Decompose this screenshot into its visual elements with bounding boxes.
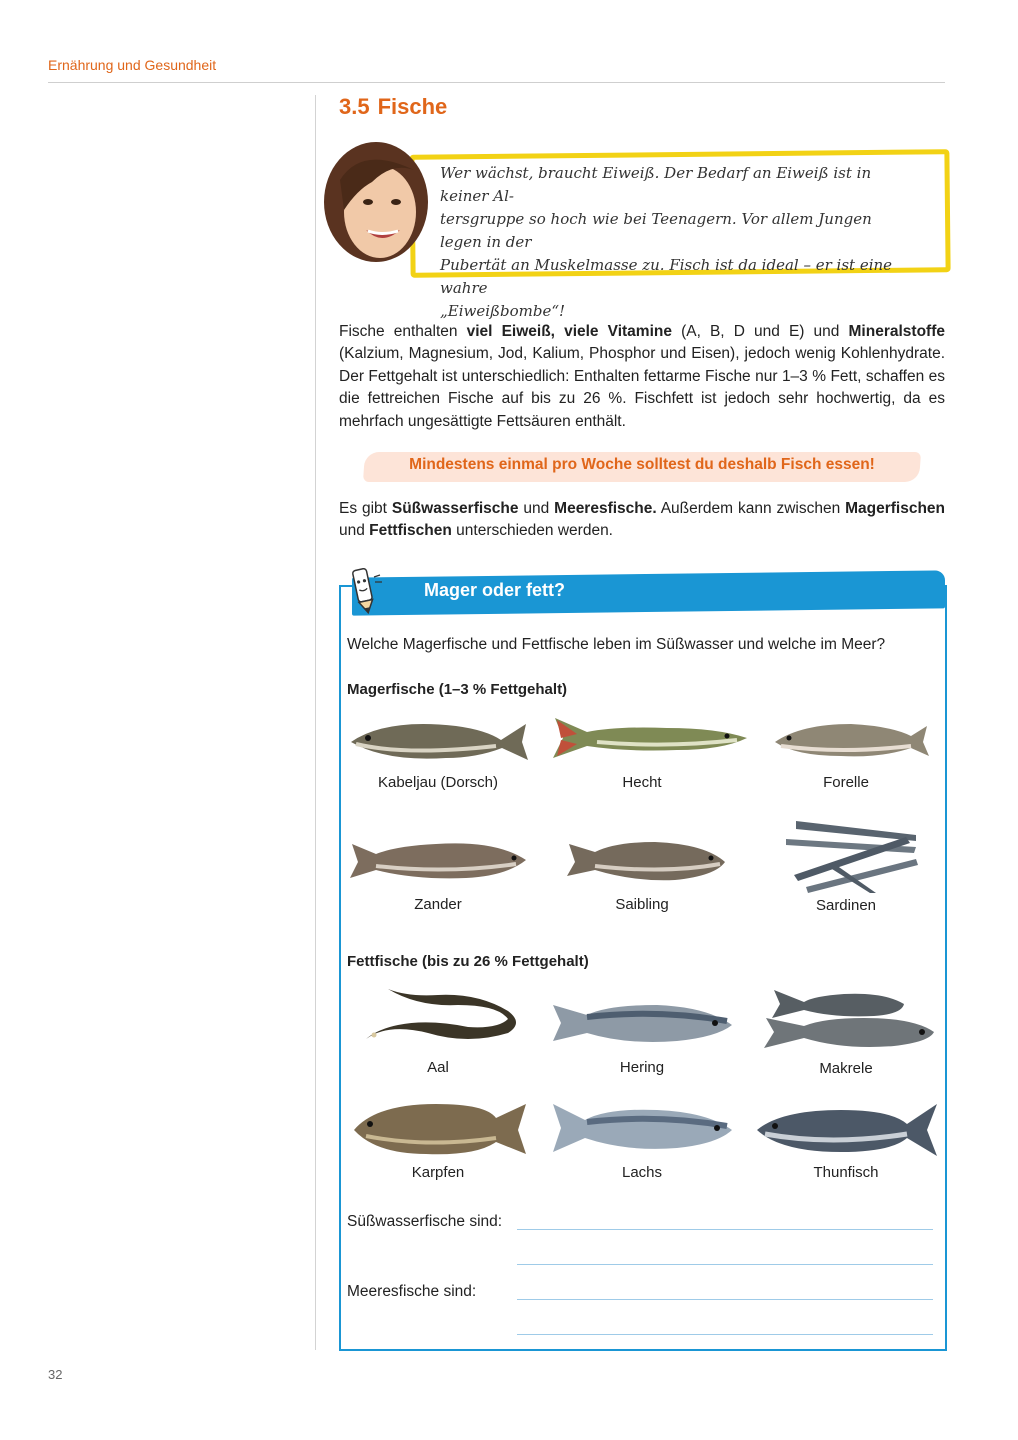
fish-card-aal: [343, 983, 533, 1076]
fish-card-thunfisch: [751, 1096, 941, 1181]
bold-run: Mineralstoffe: [848, 323, 945, 340]
running-title: Ernährung und Gesundheit: [48, 57, 217, 73]
text-run: unterschieden werden.: [451, 522, 613, 540]
page-number: 32: [48, 1367, 63, 1382]
aal-image: [348, 983, 528, 1055]
task-question: Welche Magerfische und Fettfische leben im Süßwasser und welche im Meer?: [347, 636, 886, 653]
fish-card-karpfen: [343, 1096, 533, 1181]
fish-label: Hering: [619, 1059, 665, 1076]
bold-run: Magerfischen: [845, 500, 946, 517]
task-title: Mager oder fett?: [424, 580, 566, 600]
text-run: Fische enthalten: [339, 323, 467, 340]
fish-label: Saibling: [615, 896, 669, 913]
sea-answer-line-1[interactable]: [517, 1299, 933, 1300]
hering-image: [547, 993, 737, 1055]
fish-label: Karpfen: [411, 1164, 465, 1181]
text-run: (A, B, D und E) und: [671, 323, 849, 340]
lachs-image: [547, 1096, 737, 1160]
fish-card-forelle: [751, 708, 941, 791]
fish-label: Forelle: [823, 774, 869, 791]
fish-card-lachs: [547, 1096, 737, 1181]
saibling-image: [555, 830, 730, 892]
freshwater-answer-line-2[interactable]: [517, 1264, 933, 1265]
section-title-text: Fische: [377, 94, 448, 119]
bold-run: Süßwasserfische: [391, 500, 519, 517]
sea-answer-label: Meeresfische sind:: [347, 1283, 477, 1300]
fish-card-hecht: [547, 708, 737, 791]
header-divider: [48, 82, 945, 83]
section-title: [339, 94, 447, 120]
fish-label: Hecht: [622, 774, 662, 791]
text-run: Außerdem kann zwischen: [656, 500, 846, 517]
fish-label: Sardinen: [815, 897, 877, 914]
fish-label: Makrele: [819, 1060, 873, 1077]
fish-card-makrele: [751, 988, 941, 1077]
text-run: Es gibt: [339, 500, 392, 517]
thunfisch-image: [751, 1096, 941, 1160]
teen-portrait-image: [322, 140, 430, 268]
karpfen-image: [346, 1096, 531, 1160]
freshwater-answer-line-1[interactable]: [517, 1229, 933, 1230]
freshwater-answer-label: Süßwasserfische sind:: [347, 1213, 503, 1230]
quote-line: tersgruppe so hoch wie bei Teenagern. Vor allem Jungen legen in der: [440, 210, 872, 251]
fish-label: Kabeljau (Dorsch): [377, 774, 499, 791]
zander-image: [346, 830, 531, 892]
fish-card-kabeljau: [343, 708, 533, 791]
kabeljau-image: [346, 708, 531, 770]
highlight-text: Mindestens einmal pro Woche solltest du deshalb Fisch essen!: [409, 456, 875, 473]
bold-run: Fettfischen: [369, 522, 452, 540]
hecht-image: [547, 708, 752, 770]
fish-label: Thunfisch: [813, 1164, 879, 1181]
quote-text: [440, 162, 910, 323]
quote-line: Pubertät an Muskelmasse zu. Fisch ist da ideal – er ist eine wahre: [440, 256, 893, 297]
fish-label: Zander: [414, 896, 462, 913]
lean-fish-heading: Magerfische (1–3 % Fettgehalt): [347, 681, 568, 698]
intro-paragraph: [339, 321, 945, 433]
quote-line: Wer wächst, braucht Eiweiß. Der Bedarf an Eiweiß ist in keiner Al-: [440, 164, 872, 205]
text-run: und: [518, 500, 555, 517]
margin-divider: [315, 95, 316, 1350]
sardinen-image: [766, 815, 926, 893]
makrele-image: [754, 988, 939, 1056]
bold-run: Meeresfische.: [554, 500, 657, 517]
section-number: 3.5: [339, 94, 370, 119]
text-run: (Kalzium, Magnesium, Jod, Kalium, Phosphor und Eisen), jedoch wenig Kohlenhydrate. Der Fettgehalt ist unterschiedlich: Enthalten fettarme Fische nur 1–3 % Fett, schaffen es die fettreichen Fische auf bis zu 26 %. Fischfett ist jedoch sehr hochwertig, da es mehrfach ungesättigte Fettsäuren enthält.: [339, 345, 945, 430]
bold-run: viel Eiweiß, viele Vitamine: [466, 323, 672, 340]
pencil-icon: [341, 561, 387, 615]
sea-answer-line-2[interactable]: [517, 1334, 933, 1335]
fish-label: Lachs: [621, 1164, 663, 1181]
forelle-image: [761, 708, 931, 770]
fish-label: Aal: [427, 1059, 449, 1076]
fat-fish-heading: Fettfische (bis zu 26 % Fettgehalt): [347, 953, 589, 970]
quote-line: „Eiweißbombe“!: [440, 302, 566, 320]
classification-paragraph: [339, 498, 945, 543]
text-run: und: [339, 522, 370, 540]
fish-card-zander: [343, 830, 533, 913]
fish-card-hering: [547, 993, 737, 1076]
fish-card-saibling: [547, 830, 737, 913]
fish-card-sardinen: [751, 815, 941, 914]
